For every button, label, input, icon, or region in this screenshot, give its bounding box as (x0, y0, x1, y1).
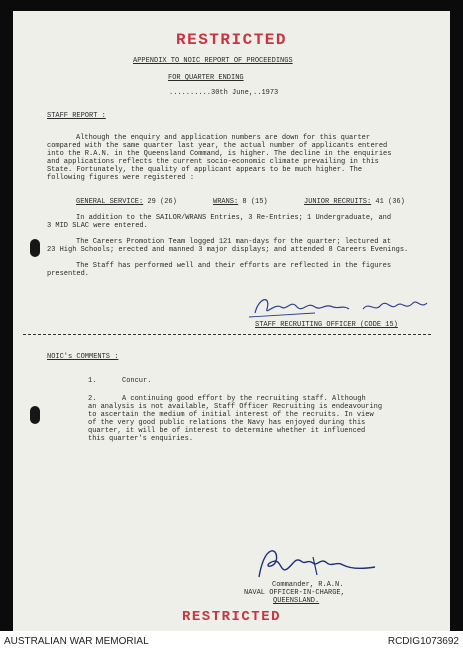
general-service-value: 29 (26) (147, 198, 177, 206)
signature-appointment: NAVAL OFFICER-IN-CHARGE, (244, 589, 345, 597)
quarter-date-year: 1973 (261, 89, 279, 97)
archive-footer (0, 631, 463, 653)
comment-item-2-line: this quarter's enquiries. (88, 435, 194, 443)
staff-report-para3-line: The Careers Promotion Team logged 121 man-days for the quarter; lectured at (76, 238, 392, 246)
staff-report-para1-line: into the R.A.N. in the Queensland Command, is higher. The decline in the enquiries (47, 150, 392, 158)
archive-id: RCDIG1073692 (387, 636, 459, 647)
comment-item-1-number: 1. (88, 377, 97, 385)
punch-hole (30, 406, 40, 424)
wrans-label: WRANS: (213, 198, 239, 206)
quarter-date-day: 30th June, (211, 89, 254, 97)
staff-report-heading: STAFF REPORT : (47, 112, 106, 120)
recruiting-officer-signature (245, 289, 435, 323)
staff-report-para4-line: presented. (47, 270, 90, 278)
comment-item-2-line: an analysis is not available, Staff Officer Recruiting is endeavouring (88, 403, 383, 411)
staff-report-para1-line: Although the enquiry and application numbers are down for this quarter (76, 134, 371, 142)
quarter-date: ..........30th June,..1973 (169, 89, 279, 97)
noic-comments-heading: NOIC's COMMENTS : (47, 353, 119, 361)
junior-recruits-label: JUNIOR RECRUITS: (304, 198, 372, 206)
comment-item-2-number: 2. (88, 395, 97, 403)
classification-header: RESTRICTED (175, 31, 287, 49)
comment-item-2-line: quarter, it will be of interest to determine whether it influenced (88, 427, 366, 435)
staff-recruiting-officer-title: STAFF RECRUITING OFFICER (CODE 15) (255, 321, 398, 329)
staff-report-para1-line: following figures were registered : (47, 174, 195, 182)
punch-hole (30, 239, 40, 257)
classification-footer: RESTRICTED (181, 609, 281, 625)
staff-report-para2-line: 3 MID SLAC were entered. (47, 222, 148, 230)
signature-command: QUEENSLAND. (273, 597, 320, 605)
signature-rank: Commander, R.A.N. (272, 581, 344, 589)
figures-wrans (213, 198, 268, 206)
quarter-label: FOR QUARTER ENDING (168, 74, 244, 82)
section-divider (23, 334, 431, 335)
staff-report-para2-line: In addition to the SAILOR/WRANS Entries, 3 Re-Entries; 1 Undergraduate, and (76, 214, 392, 222)
comment-item-2-line: A continuing good effort by the recruiting staff. Although (122, 395, 366, 403)
staff-report-para1-line: compared with the same quarter last year, the actual number of applicants entered (47, 142, 388, 150)
document-title: APPENDIX TO NOIC REPORT OF PROCEEDINGS (133, 57, 293, 65)
staff-report-para3-line: 23 High Schools; erected and manned 3 major displays; and attended 8 Careers Evenings. (47, 246, 409, 254)
staff-report-para1-line: State. Fortunately, the quality of applicant appears to be much higher. The (47, 166, 363, 174)
staff-report-para1-line: and applications reflects the current socio-economic climate prevailing in this (47, 158, 379, 166)
figures-general (76, 198, 177, 206)
comment-item-2-line: of the very good public relations the Navy has enjoyed during this (88, 419, 366, 427)
comment-item-1-text: Concur. (122, 377, 152, 385)
naval-officer-signature (251, 547, 391, 583)
junior-recruits-value: 41 (36) (375, 198, 405, 206)
comment-item-2-line: to ascertain the medium of initial interest of the recruits. In view (88, 411, 374, 419)
document-page (13, 11, 450, 631)
general-service-label: GENERAL SERVICE: (76, 198, 144, 206)
archive-name: AUSTRALIAN WAR MEMORIAL (4, 636, 149, 647)
wrans-value: 8 (15) (242, 198, 268, 206)
staff-report-para4-line: The Staff has performed well and their efforts are reflected in the figures (76, 262, 392, 270)
figures-junior (304, 198, 405, 206)
